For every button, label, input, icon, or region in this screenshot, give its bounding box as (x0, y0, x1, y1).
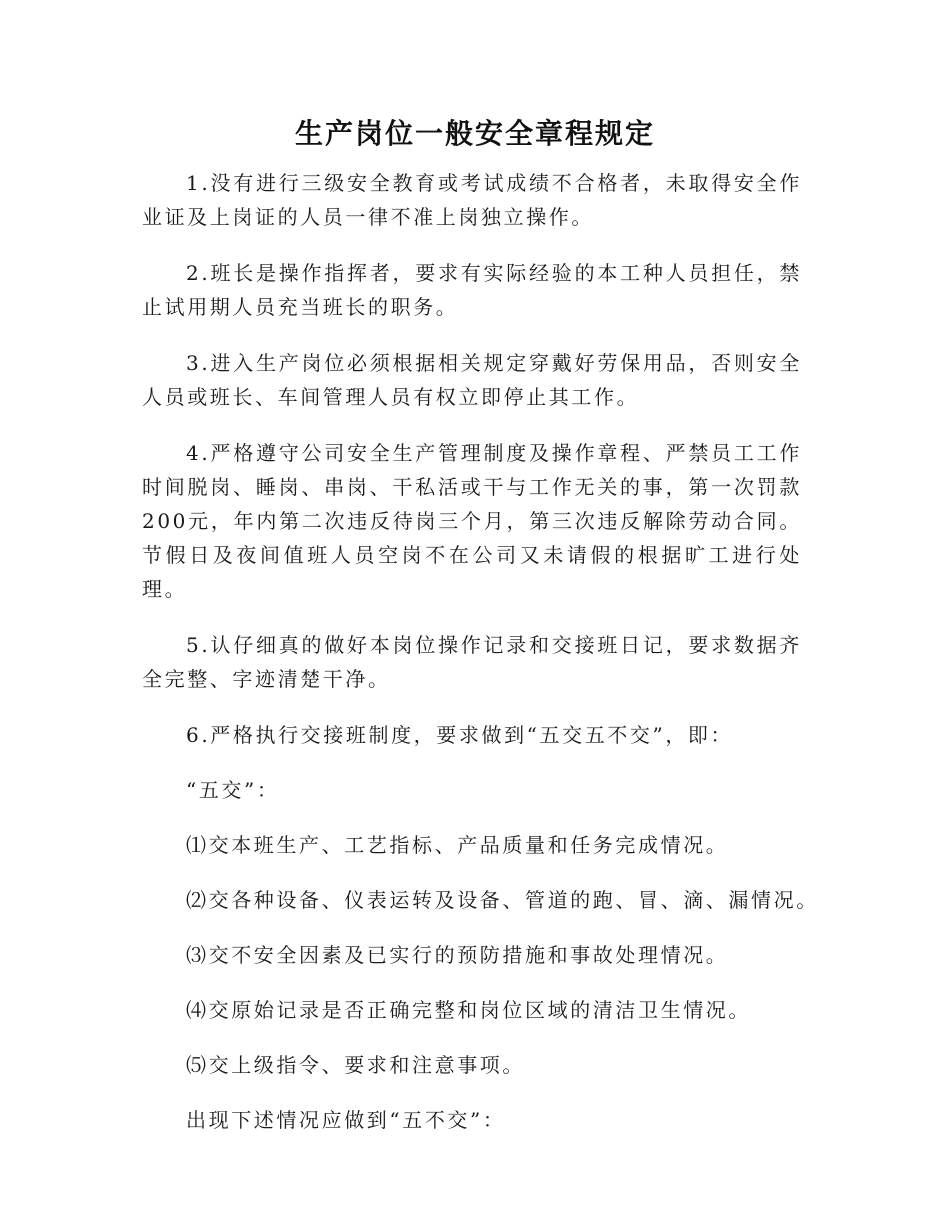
document-body (142, 166, 819, 1158)
rule-paragraph-5: 5.认仔细真的做好本岗位操作记录和交接班日记，要求数据齐全完整、字迹清楚干净。 (142, 633, 802, 691)
five-jiao-item-5: ⑸交上级指令、要求和注意事项。 (186, 1053, 525, 1077)
rule-paragraph-4: 4.严格遵守公司安全生产管理制度及操作章程、严禁员工工作时间脱岗、睡岗、串岗、干私活或干与工作无关的事，第一次罚款200元，年内第二次违反待岗三个月，第三次违反解除劳动合同。节假日及夜间值班人员空岗不在公司又未请假的根据旷工进行处理。 (142, 441, 802, 601)
five-jiao-item-4: ⑷交原始记录是否正确完整和岗位区域的清洁卫生情况。 (186, 998, 751, 1022)
five-jiao-heading: “五交”： (186, 778, 280, 802)
rule-paragraph-3: 3.进入生产岗位必须根据相关规定穿戴好劳保用品，否则安全人员或班长、车间管理人员有权立即停止其工作。 (142, 351, 802, 409)
five-jiao-item-1: ⑴交本班生产、工艺指标、产品质量和任务完成情况。 (186, 833, 729, 857)
rule-paragraph-2: 2.班长是操作指挥者，要求有实际经验的本工种人员担任，禁止试用期人员充当班长的职务。 (142, 261, 802, 319)
five-bujiao-intro: 出现下述情况应做到“五不交”： (186, 1108, 506, 1132)
rule-paragraph-6: 6.严格执行交接班制度，要求做到“五交五不交”，即： (186, 723, 734, 747)
document-title: 生产岗位一般安全章程规定 (294, 117, 655, 150)
five-jiao-item-2: ⑵交各种设备、仪表运转及设备、管道的跑、冒、滴、漏情况。 (186, 888, 819, 912)
five-jiao-item-3: ⑶交不安全因素及已实行的预防措施和事故处理情况。 (186, 943, 729, 967)
rule-paragraph-1: 1.没有进行三级安全教育或考试成绩不合格者，未取得安全作业证及上岗证的人员一律不准上岗独立操作。 (142, 171, 802, 229)
